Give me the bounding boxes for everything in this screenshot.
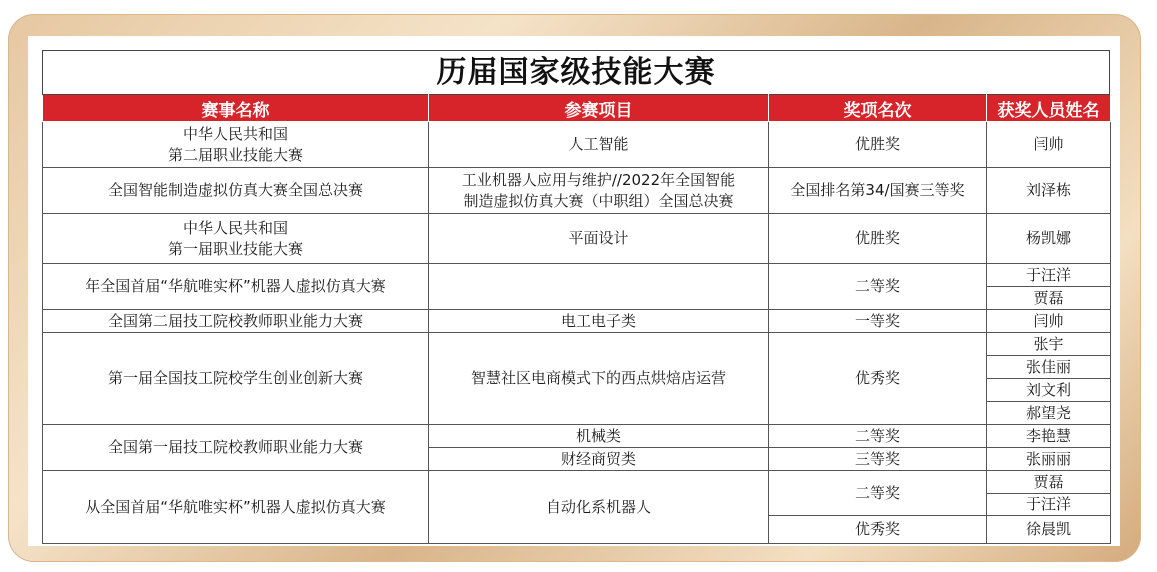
cell-award: 二等奖 — [769, 471, 987, 516]
cell-event: 第一届全国技工院校学生创业创新大赛 — [43, 333, 429, 425]
cell-event: 全国第一届技工院校教师职业能力大赛 — [43, 425, 429, 471]
cell-award: 优秀奖 — [769, 516, 987, 544]
awards-table — [42, 94, 1111, 544]
cell-name: 徐晨凯 — [987, 516, 1111, 544]
cell-award: 二等奖 — [769, 264, 987, 310]
cell-project: 平面设计 — [429, 214, 769, 264]
cell-name: 刘文利 — [987, 379, 1111, 402]
cell-project — [429, 264, 769, 310]
table-row — [43, 264, 1111, 287]
cell-name: 贾磊 — [987, 471, 1111, 494]
cell-event: 从全国首届“华航唯实杯”机器人虚拟仿真大赛 — [43, 471, 429, 544]
cell-project: 智慧社区电商模式下的西点烘焙店运营 — [429, 333, 769, 425]
cell-name: 李艳慧 — [987, 425, 1111, 448]
table-row — [43, 310, 1111, 333]
cell-award: 三等奖 — [769, 448, 987, 471]
cell-award: 优胜奖 — [769, 214, 987, 264]
header-project: 参赛项目 — [429, 95, 769, 122]
cell-name: 杨凯娜 — [987, 214, 1111, 264]
cell-name: 贾磊 — [987, 287, 1111, 310]
cell-project: 机械类 — [429, 425, 769, 448]
cell-name: 郝望尧 — [987, 402, 1111, 425]
table-row — [43, 425, 1111, 448]
cell-award: 全国排名第34/国赛三等奖 — [769, 168, 987, 214]
header-event-name: 赛事名称 — [43, 95, 429, 122]
table-header-row — [43, 95, 1111, 122]
cell-project: 人工智能 — [429, 122, 769, 168]
cell-award: 优胜奖 — [769, 122, 987, 168]
table-row — [43, 333, 1111, 356]
cell-name: 张丽丽 — [987, 448, 1111, 471]
cell-event: 中华人民共和国 第一届职业技能大赛 — [43, 214, 429, 264]
cell-event: 全国第二届技工院校教师职业能力大赛 — [43, 310, 429, 333]
cell-project: 电工电子类 — [429, 310, 769, 333]
cell-event: 年全国首届“华航唯实杯”机器人虚拟仿真大赛 — [43, 264, 429, 310]
cell-name: 于汪洋 — [987, 264, 1111, 287]
cell-award: 一等奖 — [769, 310, 987, 333]
table-row — [43, 122, 1111, 168]
cell-name: 张佳丽 — [987, 356, 1111, 379]
cell-project: 工业机器人应用与维护//2022年全国智能 制造虚拟仿真大赛（中职组）全国总决赛 — [429, 168, 769, 214]
cell-award: 二等奖 — [769, 425, 987, 448]
header-winner-names: 获奖人员姓名 — [987, 95, 1111, 122]
cell-project: 自动化系机器人 — [429, 471, 769, 544]
cell-name: 张宇 — [987, 333, 1111, 356]
table-row — [43, 471, 1111, 494]
cell-project: 财经商贸类 — [429, 448, 769, 471]
table-row — [43, 214, 1111, 264]
table-row — [43, 168, 1111, 214]
header-award: 奖项名次 — [769, 95, 987, 122]
cell-name: 闫帅 — [987, 310, 1111, 333]
cell-event: 全国智能制造虚拟仿真大赛全国总决赛 — [43, 168, 429, 214]
cell-name: 刘泽栋 — [987, 168, 1111, 214]
page-title: 历届国家级技能大赛 — [42, 50, 1110, 94]
cell-name: 闫帅 — [987, 122, 1111, 168]
cell-award: 优秀奖 — [769, 333, 987, 425]
cell-event: 中华人民共和国 第二届职业技能大赛 — [43, 122, 429, 168]
cell-name: 于汪洋 — [987, 494, 1111, 516]
